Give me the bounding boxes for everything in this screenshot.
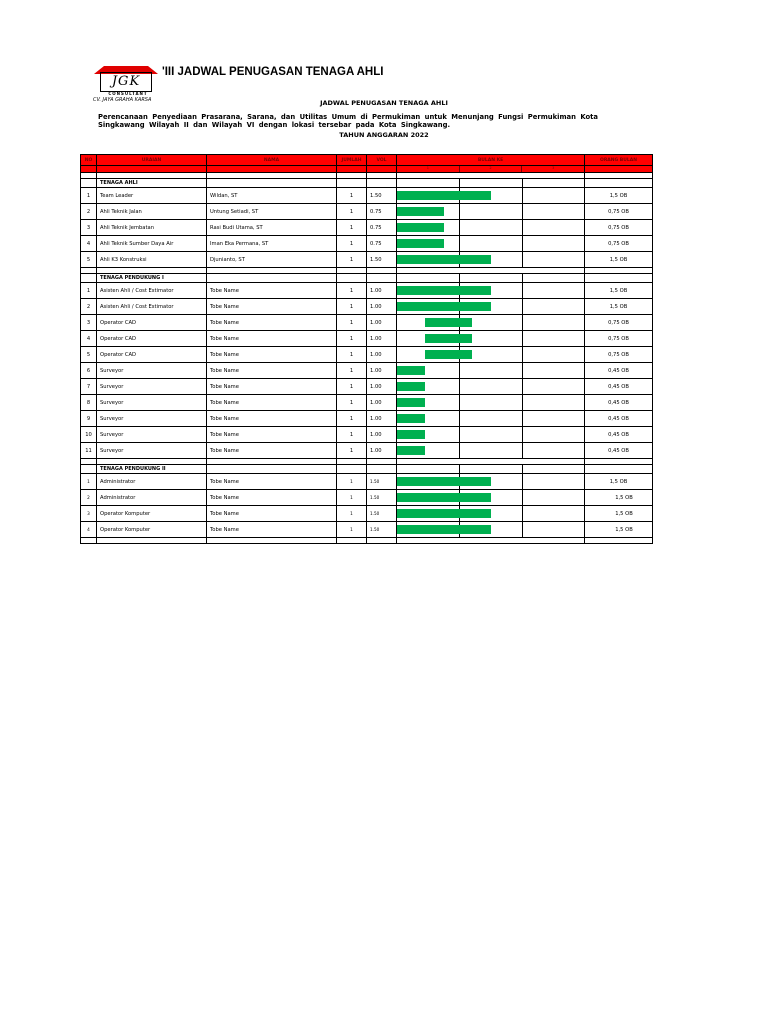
row-uraian: Operator CAD [97,315,207,331]
section-title: TENAGA AHLI [97,179,207,188]
table-row [81,411,653,427]
gantt-cell [397,220,585,236]
section-title: TENAGA PENDUKUNG II [97,465,207,474]
gantt-cell [397,395,585,411]
row-jumlah: 1 [337,363,367,379]
gantt-cell [397,236,585,252]
gantt-cell [397,506,585,522]
row-orang-bulan: 0,45 OB [585,411,653,427]
row-jumlah: 1 [337,315,367,331]
row-vol: 1.50 [367,474,397,490]
gantt-cell [397,331,585,347]
month-gridline [459,465,460,473]
row-no: 1 [81,188,97,204]
month-gridline [522,236,523,251]
gantt-cell [397,252,585,268]
row-no: 7 [81,379,97,395]
gantt-bar [397,207,444,216]
row-nama: Tobe Name [207,443,337,459]
month-label: 1 [397,166,460,172]
row-no: 4 [81,522,97,538]
row-no: 2 [81,299,97,315]
row-no: 5 [81,347,97,363]
month-gridline [522,474,523,489]
gantt-cell [397,427,585,443]
gantt-bar [397,477,491,486]
month-gridline [522,506,523,521]
col-uraian: URAIAN [97,155,207,166]
row-orang-bulan: 0,75 OB [585,331,653,347]
row-jumlah: 1 [337,506,367,522]
gantt-bar [397,255,491,264]
row-uraian: Asisten Ahli / Cost Estimator [97,283,207,299]
logo-consultant: CONSULTANT [108,91,148,96]
main-title: 'III JADWAL PENUGASAN TENAGA AHLI [162,66,384,78]
row-vol: 1.50 [367,522,397,538]
row-vol: 0.75 [367,204,397,220]
row-uraian: Administrator [97,474,207,490]
row-uraian: Administrator [97,490,207,506]
row-orang-bulan: 1,5 OB [585,506,653,522]
row-no: 3 [81,220,97,236]
row-no: 9 [81,411,97,427]
row-nama: Tobe Name [207,283,337,299]
row-vol: 1.50 [367,188,397,204]
row-orang-bulan: 1,5 OB [585,522,653,538]
section-row [81,274,653,283]
row-no: 4 [81,236,97,252]
project-description: Perencanaan Penyediaan Prasarana, Sarana, dan Utilitas Umum di Permukiman untuk Menunjang Fungsi Permukiman Kota Singkawang Wilayah II dan Wilayah VI dengan lokasi tersebar pada Kota Singkawang. [98,113,598,129]
row-nama: Untung Setiadi, ST [207,204,337,220]
gantt-cell [397,274,585,283]
row-jumlah: 1 [337,474,367,490]
row-nama: Iman Eka Permana, ST [207,236,337,252]
table-row [81,252,653,268]
row-uraian: Ahli Teknik Jembatan [97,220,207,236]
table-header-row [81,155,653,166]
table-row [81,490,653,506]
row-jumlah: 1 [337,411,367,427]
month-gridline [459,379,460,394]
gantt-bar [397,509,491,518]
doc-title: JADWAL PENUGASAN TENAGA AHLI [320,99,448,107]
month-gridline [522,283,523,298]
col-vol: VOL [367,155,397,166]
row-vol: 1.00 [367,379,397,395]
table-row [81,363,653,379]
col-bulan-ke: BULAN KE [397,155,585,166]
row-nama: Tobe Name [207,315,337,331]
row-nama: Tobe Name [207,427,337,443]
row-uraian: Asisten Ahli / Cost Estimator [97,299,207,315]
row-jumlah: 1 [337,220,367,236]
month-gridline [522,252,523,267]
row-vol: 1.00 [367,411,397,427]
table-row [81,506,653,522]
row-orang-bulan: 0,45 OB [585,395,653,411]
gantt-cell [397,347,585,363]
company-logo [88,62,168,104]
table-row [81,220,653,236]
table-row [81,204,653,220]
section-row [81,179,653,188]
col-no: NO [81,155,97,166]
row-orang-bulan: 0,75 OB [585,204,653,220]
month-label: 2 [460,166,523,172]
table-row [81,283,653,299]
row-jumlah: 1 [337,283,367,299]
month-gridline [459,411,460,426]
month-gridline [522,299,523,314]
month-gridline [522,443,523,458]
row-vol: 1.50 [367,506,397,522]
row-jumlah: 1 [337,204,367,220]
gantt-cell [397,204,585,220]
col-jumlah: JUMLAH [337,155,367,166]
gantt-cell [397,474,585,490]
row-nama: Tobe Name [207,331,337,347]
row-vol: 0.75 [367,236,397,252]
row-nama: Rasi Budi Utama, ST [207,220,337,236]
gantt-cell [397,188,585,204]
table-row [81,522,653,538]
row-vol: 1.00 [367,347,397,363]
gantt-cell [397,379,585,395]
table-row [81,474,653,490]
row-orang-bulan: 0,75 OB [585,315,653,331]
row-no: 2 [81,490,97,506]
row-vol: 1.00 [367,427,397,443]
gantt-cell [397,522,585,538]
row-orang-bulan: 0,45 OB [585,427,653,443]
row-no: 2 [81,204,97,220]
gantt-bar [397,286,491,295]
row-nama: Tobe Name [207,474,337,490]
table-row [81,188,653,204]
row-jumlah: 1 [337,188,367,204]
row-orang-bulan: 1,5 OB [585,188,653,204]
col-orang-bulan: ORANG BULAN [585,155,653,166]
row-uraian: Operator CAD [97,331,207,347]
row-jumlah: 1 [337,395,367,411]
table-row [81,395,653,411]
row-uraian: Operator Komputer [97,506,207,522]
table-row [81,331,653,347]
table-row [81,379,653,395]
row-uraian: Operator CAD [97,347,207,363]
month-gridline [459,443,460,458]
gantt-bar [397,382,425,391]
row-orang-bulan: 0,45 OB [585,443,653,459]
row-no: 3 [81,506,97,522]
row-vol: 0.75 [367,220,397,236]
row-jumlah: 1 [337,427,367,443]
gantt-bar [397,239,444,248]
row-no: 4 [81,331,97,347]
month-label: 3 [552,166,555,170]
gantt-cell [397,411,585,427]
gantt-bar [425,334,472,343]
month-gridline [522,347,523,362]
month-gridline [459,220,460,235]
row-no: 6 [81,363,97,379]
month-gridline [459,427,460,442]
section-row [81,465,653,474]
row-jumlah: 1 [337,236,367,252]
table-row [81,347,653,363]
row-no: 10 [81,427,97,443]
row-uraian: Surveyor [97,427,207,443]
row-orang-bulan: 0,45 OB [585,363,653,379]
gantt-cell [397,283,585,299]
gantt-bar [397,398,425,407]
logo-mark [100,72,152,92]
row-jumlah: 1 [337,379,367,395]
gantt-bar [397,302,491,311]
row-nama: Wildan, ST [207,188,337,204]
gantt-cell [397,465,585,474]
gantt-bar [397,493,491,502]
row-uraian: Ahli K3 Konstruksi [97,252,207,268]
month-gridline [522,315,523,330]
gantt-cell [397,363,585,379]
row-uraian: Operator Komputer [97,522,207,538]
row-vol: 1.00 [367,443,397,459]
gantt-bar [397,525,491,534]
row-orang-bulan: 0,75 OB [585,347,653,363]
row-jumlah: 1 [337,252,367,268]
row-orang-bulan: 1,5 OB [585,252,653,268]
gantt-bar [397,366,425,375]
row-orang-bulan: 1,5 OB [585,490,653,506]
gantt-bar [425,318,472,327]
gantt-bar [425,350,472,359]
row-vol: 1.50 [367,252,397,268]
month-gridline [522,427,523,442]
row-orang-bulan: 0,45 OB [585,379,653,395]
row-vol: 1.00 [367,299,397,315]
row-nama: Tobe Name [207,506,337,522]
row-no: 5 [81,252,97,268]
row-no: 1 [81,283,97,299]
gantt-bar [397,191,491,200]
gantt-bar [397,430,425,439]
row-orang-bulan: 0,75 OB [585,236,653,252]
month-gridline [522,331,523,346]
month-gridline [522,179,523,187]
month-gridline [522,204,523,219]
month-gridline [522,188,523,203]
table-row [81,315,653,331]
row-no: 11 [81,443,97,459]
month-gridline [459,274,460,282]
month-gridline [522,411,523,426]
col-nama: NAMA [207,155,337,166]
row-nama: Tobe Name [207,395,337,411]
row-nama: Tobe Name [207,347,337,363]
month-gridline [522,465,523,473]
row-jumlah: 1 [337,443,367,459]
row-vol: 1.00 [367,363,397,379]
row-nama: Djunianto, ST [207,252,337,268]
row-uraian: Ahli Teknik Jalan [97,204,207,220]
row-uraian: Surveyor [97,363,207,379]
month-gridline [459,204,460,219]
gantt-cell [397,490,585,506]
gantt-cell [397,443,585,459]
row-vol: 1.00 [367,283,397,299]
month-gridline [522,490,523,505]
table-row [81,299,653,315]
row-jumlah: 1 [337,331,367,347]
month-gridline [522,379,523,394]
row-no: 1 [81,474,97,490]
gantt-cell [397,315,585,331]
section-title: TENAGA PENDUKUNG I [97,274,207,283]
row-nama: Tobe Name [207,379,337,395]
month-gridline [459,363,460,378]
month-gridline [459,395,460,410]
row-uraian: Surveyor [97,443,207,459]
gantt-bar [397,223,444,232]
row-uraian: Surveyor [97,411,207,427]
gantt-cell [397,299,585,315]
row-vol: 1.00 [367,331,397,347]
table-row [81,236,653,252]
row-nama: Tobe Name [207,522,337,538]
logo-text: JGK [111,74,141,89]
row-orang-bulan: 1,5 OB [585,474,653,490]
row-orang-bulan: 0,75 OB [585,220,653,236]
row-uraian: Team Leader [97,188,207,204]
row-no: 8 [81,395,97,411]
table-row [81,427,653,443]
month-gridline [459,179,460,187]
row-vol: 1.00 [367,395,397,411]
month-gridline [522,395,523,410]
row-jumlah: 1 [337,522,367,538]
gantt-bar [397,446,425,455]
row-nama: Tobe Name [207,411,337,427]
schedule-table [80,154,653,544]
row-orang-bulan: 1,5 OB [585,283,653,299]
gantt-cell [397,179,585,188]
row-nama: Tobe Name [207,363,337,379]
row-vol: 1.00 [367,315,397,331]
row-no: 3 [81,315,97,331]
month-gridline [522,522,523,537]
row-nama: Tobe Name [207,490,337,506]
row-jumlah: 1 [337,299,367,315]
row-jumlah: 1 [337,347,367,363]
row-uraian: Ahli Teknik Sumber Daya Air [97,236,207,252]
fiscal-year: TAHUN ANGGARAN 2022 [339,131,429,139]
month-labels [397,166,585,173]
month-gridline [522,274,523,282]
table-subheader-row [81,166,653,173]
logo-company: CV. JAYA GRAHA KARSA [93,97,152,103]
month-gridline [522,220,523,235]
row-vol: 1.50 [367,490,397,506]
gantt-bar [397,414,425,423]
row-nama: Tobe Name [207,299,337,315]
table-row [81,443,653,459]
month-gridline [522,363,523,378]
row-uraian: Surveyor [97,379,207,395]
row-orang-bulan: 1,5 OB [585,299,653,315]
month-gridline [459,236,460,251]
row-jumlah: 1 [337,490,367,506]
row-uraian: Surveyor [97,395,207,411]
